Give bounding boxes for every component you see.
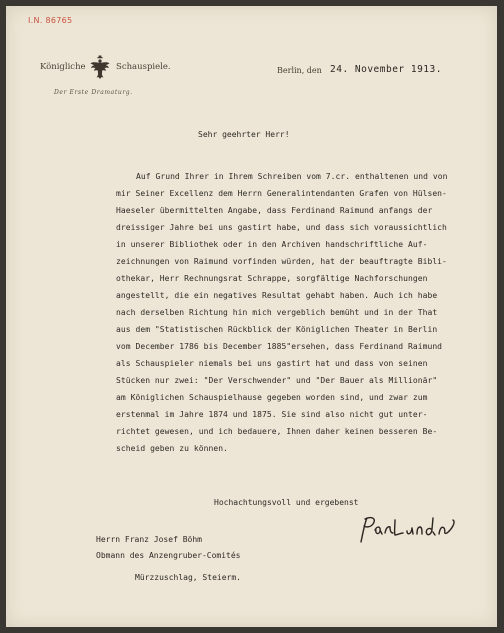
address-line: Herrn Franz Josef Böhm <box>96 535 202 544</box>
prussian-eagle-icon <box>90 54 110 80</box>
body-line: zeichnungen von Raimund vorfinden würden, hat der beauftragte Bibli- <box>116 257 447 266</box>
letter-sheet <box>6 6 497 627</box>
letter-date: 24. November 1913. <box>330 64 442 75</box>
body-line: richtet gewesen, und ich bedauere, Ihnen daher keinen besseren Be- <box>116 427 438 436</box>
salutation: Sehr geehrter Herr! <box>198 130 290 139</box>
body-line: vom December 1786 bis December 1885"ersehen, dass Ferdinand Raimund <box>116 342 443 351</box>
closing-formula: Hochachtungsvoll und ergebenst <box>214 498 359 507</box>
address-line: Obmann des Anzengruber-Comités <box>96 551 241 560</box>
body-line: othekar, Herr Rechnungsrat Schrappe, sorgfältige Nachforschungen <box>116 274 428 283</box>
handwritten-signature <box>357 512 461 548</box>
body-line: in unserer Bibliothek oder in den Archiven handschriftliche Auf- <box>116 240 428 249</box>
body-line: Haeseler übermittelten Angabe, dass Ferdinand Raimund anfangs der <box>116 206 433 215</box>
body-line: angestellt, die ein negatives Resultat gehabt haben. Auch ich habe <box>116 291 438 300</box>
body-line: als Schauspieler niemals bei uns gastirt hat und dass von seinen <box>116 359 428 368</box>
body-line: Stücken nur zwei: "Der Verschwender" und "Der Bauer als Millionär" <box>116 376 438 385</box>
body-line: mir Seiner Excellenz dem Herrn Generalintendanten Grafen von Hülsen- <box>116 189 447 198</box>
body-line: Auf Grund Ihrer in Ihrem Schreiben vom 7.cr. enthaltenen und von <box>136 172 448 181</box>
address-line: Mürzzuschlag, Steierm. <box>135 573 241 582</box>
letterhead-department: Der Erste Dramaturg. <box>54 89 133 96</box>
archive-inventory-number: I.N. 86765 <box>28 16 73 25</box>
letterhead-right-word: Schauspiele. <box>116 62 171 72</box>
body-line: erstenmal im Jahre 1874 und 1875. Sie sind also nicht gut unter- <box>116 410 428 419</box>
body-line: nach derselben Richtung hin mich vergeblich bemüht und in der That <box>116 308 438 317</box>
body-line: aus dem "Statistischen Rückblick der Königlichen Theater in Berlin <box>116 325 438 334</box>
body-line: am Königlichen Schauspielhause gegeben worden sind, und zwar zum <box>116 393 428 402</box>
body-line: scheid geben zu können. <box>116 444 228 453</box>
letterhead-left-word: Königliche <box>40 62 86 72</box>
body-line: dreissiger Jahre bei uns gastirt habe, und dass sich voraussichtlich <box>116 223 447 232</box>
place-label: Berlin, den <box>277 66 322 75</box>
